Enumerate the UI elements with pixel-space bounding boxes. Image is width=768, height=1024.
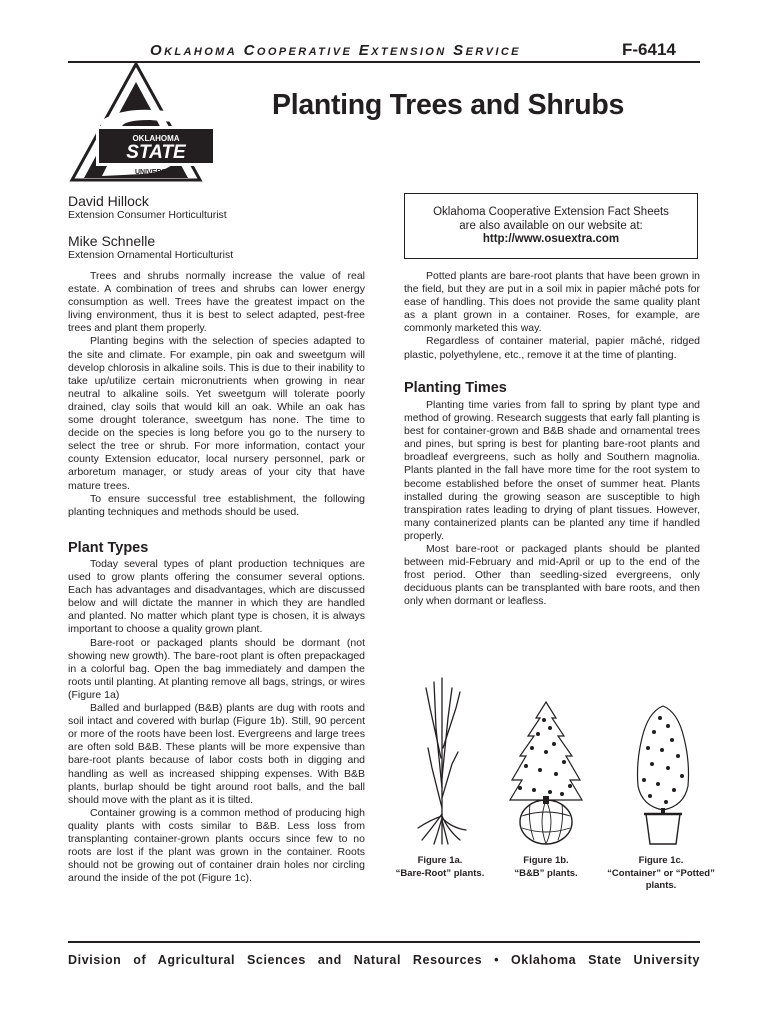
paragraph: Regardless of container material, papier mâché, ridged plastic, polyethylene, etc., remove it at the time of planting. [404,335,700,361]
svg-text:UNIVERSITY: UNIVERSITY [134,169,178,176]
svg-text:STATE: STATE [126,142,186,163]
paragraph: Container growing is a common method of producing high quality plants with costs similar to B&B. Less loss from transplanting container-grown plants occurs since few to no roots are lost if the plant was grown in the container. Roots should not be growing out of container drain holes nor circling around the inside of the pot (Figure 1c). [68,806,365,885]
fact-sheet-number: F-6414 [622,40,676,59]
right-column-intro [404,270,700,362]
author-title: Extension Consumer Horticulturist [68,209,227,221]
osu-logo [62,60,230,190]
website-notice-line: Oklahoma Cooperative Extension Fact Sheets [433,206,669,218]
footer-rule [68,941,700,943]
paragraph: Planting time varies from fall to spring by plant type and method of growing. Research suggests that early fall planting is best for container-grown and B&B shade and ornamental trees and pines, but spring is best for planting bare-root plants and broadleaf evergreens, such as holly and Southern magnolia. Plants planted in the fall have more time for the root system to become established before the onset of summer heat. Plants installed during the growing season are susceptible to high transpiration rates leading to drying of plant tissues. However, many containerized plants can be planted any time if handled properly. [404,399,700,542]
paragraph: Balled and burlapped (B&B) plants are dug with roots and soil intact and covered with burlap (Figure 1b). Still, 90 percent or more of the roots have been lost. Evergreens and large trees are often sold B&B. These plants will be more expensive than bare-root plants because of labor costs both in digging and handling as well as increased shipping expenses. With B&B plants, burlap should be tight around root balls, and the ball should move with the plant as it is tilted. [68,702,365,806]
paragraph: Planting begins with the selection of species adapted to the site and climate. For example, pin oak and sweetgum will develop chlorosis in alkaline soils. This is due to their inability to take up/utilize certain micronutrients when growing in near neutral to alkaline soils. Yet sweetgum will tolerate poorly drained, clay soils that would kill an oak. While an oak has some drought tolerance, sweetgum has none. The time to decide on the species is long before you go to the nursery to select the tree or shrub. For more information, contact your county Extension educator, local nursery personnel, park or arboretum manager, or study areas of your city that have mature trees. [68,335,365,492]
agency-name: Oklahoma Cooperative Extension Service [150,42,521,59]
left-column-plant-types [68,558,365,885]
left-column-intro [68,270,365,519]
author-name: Mike Schnelle [68,233,156,249]
website-link[interactable]: http://www.osuextra.com [482,233,620,245]
footer-division: Division of Agricultural Sciences and Natural Resources • Oklahoma State University [68,953,700,967]
figure-caption [385,855,495,880]
container-plant-illustration [632,702,694,846]
section-heading-planting-times: Planting Times [404,380,507,396]
document-title: Planting Trees and Shrubs [272,89,624,121]
figure-label: Figure 1b. [523,855,569,866]
figure-caption-text: “B&B” plants. [514,867,578,879]
paragraph: Most bare-root or packaged plants should be planted between mid-February and mid-April or up to the end of the frost period. Other than seedling-sized evergreens, only deciduous plants can be transplanted with bare roots, and then only when dormant or leafless. [404,543,700,608]
right-column-planting-times [404,399,700,609]
figure-caption [601,855,721,893]
paragraph: To ensure successful tree establishment, the following planting techniques and methods should be used. [68,492,365,518]
website-notice-box [404,193,698,259]
figure-caption-text: “Container” or “Potted” plants. [607,867,715,891]
paragraph: Potted plants are bare-root plants that have been grown in the field, but they are put in a soil mix in papier mâché pots for ease of handling. This does not provide the same quality plant as a plant grown in a container. Roses, for example, are commonly marketed this way. [404,270,700,335]
figure-label: Figure 1a. [417,855,463,866]
svg-text:OKLAHOMA: OKLAHOMA [132,134,180,143]
figure-caption-text: “Bare-Root” plants. [395,867,485,879]
author-title: Extension Ornamental Horticulturist [68,249,234,261]
author-name: David Hillock [68,193,149,209]
paragraph: Today several types of plant production techniques are used to grow plants offering the consumer several options. Each has advantages and disadvantages, which are discussed below and will dictate the manner in which they are handled and planted. No matter which plant type is chosen, it is always important to choose a quality grown plant. [68,558,365,636]
paragraph: Trees and shrubs normally increase the value of real estate. A combination of trees and shrubs can lower energy consumption as well. Trees have the greatest impact on the living environment, thus it is best to select adapted, pest-free trees and plant them properly. [68,270,365,335]
figure-caption [491,855,601,880]
section-heading-plant-types: Plant Types [68,540,149,556]
paragraph: Bare-root or packaged plants should be dormant (not showing new growth). The bare-root plant is often prepackaged in a colorful bag. Open the bag immediately and dampen the roots until planting. At planting remove all bags, strings, or wires (Figure 1a) [68,636,365,701]
figure-label: Figure 1c. [638,855,684,866]
bare-root-plant-illustration [412,668,472,846]
website-notice-line: are also available on our website at: [459,219,643,232]
balled-burlapped-plant-illustration [508,700,584,846]
